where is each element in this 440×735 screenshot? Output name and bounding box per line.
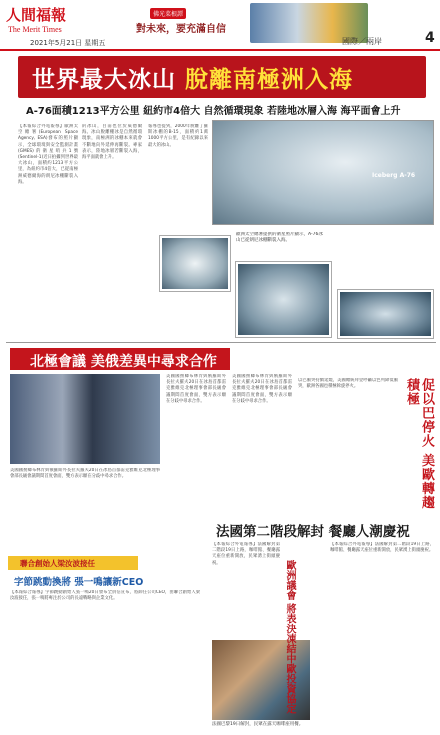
israel-body: 以巴衝突持續延燒，美國總統拜登呼籲以色列降低衝突，歐洲各國也積極斡旋停火。	[298, 378, 398, 390]
satellite-thumb-1	[160, 236, 230, 291]
france-caption: 法國巴黎19日解封，民眾在露天咖啡座用餐。	[212, 722, 304, 727]
slogan-tag: 佛光菜根譚	[150, 8, 186, 19]
summit-photo	[10, 374, 160, 464]
lead-headline	[32, 61, 353, 94]
slogan-text: 對未來，要充滿自信	[136, 24, 226, 35]
top-rule	[0, 49, 440, 51]
france-body-2: 【本報綜合外電報導】法國解封第二階段19日上路，咖啡館、餐廳露天座位重新開放，民眾湧上街頭慶祝。	[330, 542, 434, 554]
newspaper-logo: 人間福報	[6, 6, 67, 24]
newspaper-logo-en: The Merit Times	[8, 25, 62, 34]
section-divider	[6, 342, 436, 343]
france-photo	[212, 640, 310, 720]
ceo-body: 【本報綜合報導】字節跳動創始人張一鳴20日發布全員信宣布，將卸任公司CEO，由聯合創始人梁汝波接任，張一鳴將專注於公司的長遠戰略與企業文化。	[10, 590, 200, 602]
iceberg-label: Iceberg A-76	[372, 172, 416, 179]
page-number: 4	[425, 30, 435, 46]
lead-subhead: A-76面積1213平方公里 紐約市4倍大 自然循環現象 若陸地冰層入海 海平面會上升	[26, 106, 401, 117]
satellite-thumb-3	[338, 290, 433, 338]
slogan-box	[136, 6, 246, 40]
france-body: 【本報綜合外電報導】法國解封第二階段19日上路，咖啡館、餐廳露天座位重新開放，民眾湧上街頭慶祝。	[212, 542, 280, 566]
israel-vertical-title: 促以巴停火 美歐轉趨積極	[404, 378, 434, 510]
france-title: 法國第二階段解封 餐廳人潮慶祝	[216, 524, 410, 540]
lead-body-col1: 【本報綜合外電報導】歐洲太空總署(European Space Agency, ESA)發布的照片顯示，全球環境與安全監測計畫(GMES)的衛星哨兵1號(Sentinel-1)近日拍攝到世界最大冰山，面積約1213平方公里，為紐約市4倍大，已從南極洲威德爾海的朗尼冰棚斷裂入海。	[18, 124, 78, 185]
lead-body-col3: 報導也提到，2000年脫離了羅斯冰棚的B-15，面積約1萬1000平方公里，是有紀錄以來最大的冰山。	[148, 124, 208, 148]
headline-white: 世界最大冰山	[32, 67, 176, 93]
summit-body-2: 美國國務卿布林肯與俄羅斯外長拉夫羅夫20日在冰島首都雷克雅維克北極理事會部長級會議期間首度會面，雙方表示願在分歧中尋求合作。	[232, 374, 292, 404]
headline-yellow: 脫離南極洲入海	[185, 67, 354, 93]
satellite-thumb-2	[236, 262, 331, 337]
summit-body: 美國國務卿布林肯與俄羅斯外長拉夫羅夫20日在冰島首都雷克雅維克北極理事會部長級會議期間首度會面，雙方表示願在分歧中尋求合作。	[166, 374, 226, 404]
ceo-kicker: 聯合創始人梁汝波接任	[20, 559, 95, 568]
lead-body-col2: 的冰山，目前也位於威德爾海。冰山脫離棚冰是自然循環現象，南極洲的冰棚本來就會不斷地向外延伸再斷裂。專家表示，陸地冰層若斷裂入海，海平面就會上升。	[82, 124, 142, 161]
ceo-title: 字節跳動換將 張一鳴讓新CEO	[14, 577, 144, 588]
satellite-caption: 歐洲太空總署提供的衛星照片顯示，A-76冰山已從朗尼冰棚斷裂入海。	[236, 232, 323, 243]
euro-vertical-title: 歐洲議會 將表決凍結中歐投資協定	[284, 560, 295, 714]
section-label: 國際／兩岸	[342, 37, 382, 46]
summit-title: 北極會議 美俄差異中尋求合作	[30, 354, 217, 370]
issue-date: 2021年5月21日 星期五	[30, 39, 106, 47]
summit-body-3: 美國國務卿布林肯與俄羅斯外長拉夫羅夫20日在冰島首都雷克雅維克北極理事會部長級會議期間首度會面，雙方表示願在分歧中尋求合作。	[10, 468, 160, 480]
